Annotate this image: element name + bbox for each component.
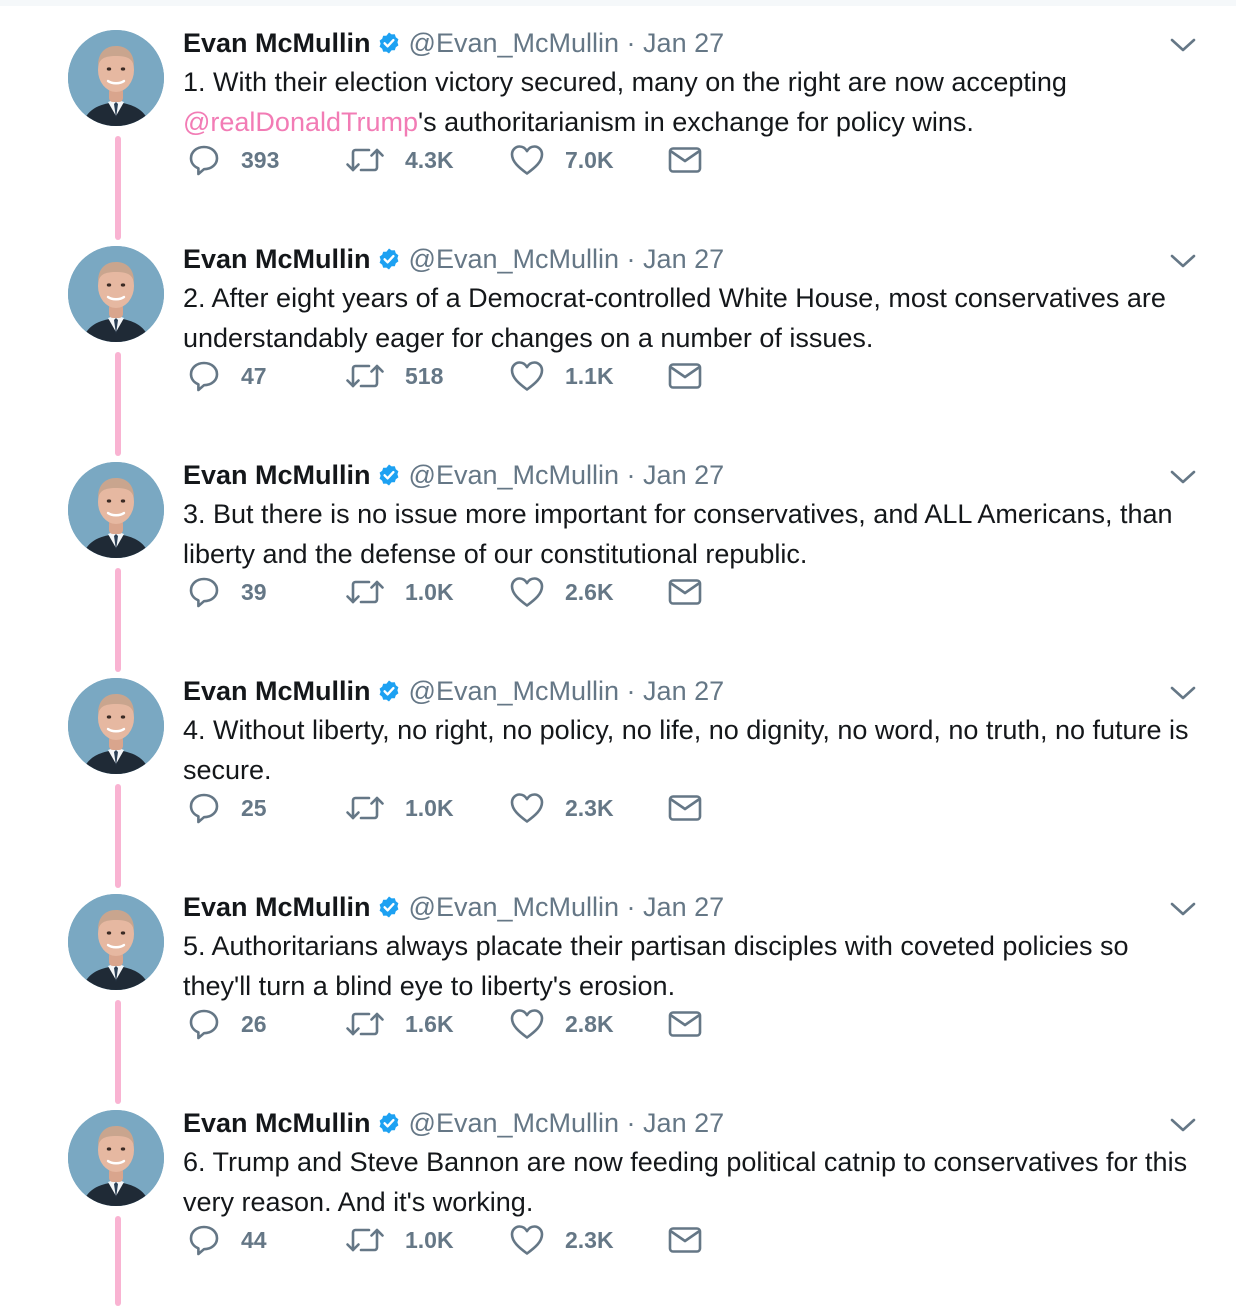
header-separator: ·	[626, 244, 636, 274]
tweet	[0, 864, 1236, 1080]
verified-badge-icon	[377, 245, 401, 279]
envelope-icon	[667, 793, 703, 823]
tweet-date[interactable]: Jan 27	[643, 1108, 725, 1138]
reply-button[interactable]	[187, 572, 267, 612]
avatar[interactable]	[68, 678, 164, 774]
tweet-date[interactable]: Jan 27	[643, 244, 725, 274]
reply-count: 393	[241, 146, 280, 173]
tweet-text-body: 6. Trump and Steve Bannon are now feeding political catnip to conservatives for this very reason. And it's working.	[183, 1147, 1188, 1217]
reply-icon	[187, 1223, 221, 1257]
tweet-date[interactable]: Jan 27	[643, 892, 725, 922]
author-name[interactable]: Evan McMullin	[183, 676, 371, 706]
avatar[interactable]	[68, 30, 164, 126]
reply-icon	[187, 143, 221, 177]
like-count: 2.8K	[565, 1010, 614, 1037]
direct-message-button[interactable]	[667, 356, 703, 396]
avatar[interactable]	[68, 462, 164, 558]
retweet-icon	[345, 1223, 385, 1257]
tweet-date[interactable]: Jan 27	[643, 28, 725, 58]
chevron-down-icon[interactable]	[1168, 34, 1198, 56]
author-handle[interactable]: @Evan_McMullin	[408, 1108, 620, 1138]
verified-badge-icon	[377, 29, 401, 63]
tweet-text	[183, 1142, 1193, 1222]
tweet-date[interactable]: Jan 27	[643, 460, 725, 490]
reply-count: 25	[241, 794, 267, 821]
retweet-button[interactable]	[345, 788, 454, 828]
header-separator: ·	[626, 1108, 636, 1138]
reply-button[interactable]	[187, 356, 267, 396]
like-count: 1.1K	[565, 362, 614, 389]
tweet-text-tail: 's authoritarianism in exchange for policy wins.	[418, 107, 974, 137]
author-name[interactable]: Evan McMullin	[183, 892, 371, 922]
tweet-text	[183, 278, 1193, 358]
retweet-count: 1.6K	[405, 1010, 454, 1037]
tweet	[0, 648, 1236, 864]
reply-button[interactable]	[187, 1004, 267, 1044]
envelope-icon	[667, 577, 703, 607]
header-separator: ·	[626, 28, 636, 58]
like-count: 7.0K	[565, 146, 614, 173]
retweet-icon	[345, 143, 385, 177]
tweet-header	[183, 890, 724, 924]
retweet-count: 518	[405, 362, 444, 389]
envelope-icon	[667, 1225, 703, 1255]
tweet-date[interactable]: Jan 27	[643, 676, 725, 706]
heart-icon	[509, 575, 545, 609]
tweet	[0, 216, 1236, 432]
tweet-header	[183, 458, 724, 492]
retweet-button[interactable]	[345, 140, 454, 180]
header-separator: ·	[626, 676, 636, 706]
avatar[interactable]	[68, 1110, 164, 1206]
chevron-down-icon[interactable]	[1168, 682, 1198, 704]
like-button[interactable]	[509, 1220, 614, 1260]
reply-icon	[187, 359, 221, 393]
reply-button[interactable]	[187, 788, 267, 828]
like-button[interactable]	[509, 1004, 614, 1044]
reply-count: 39	[241, 578, 267, 605]
author-name[interactable]: Evan McMullin	[183, 460, 371, 490]
reply-button[interactable]	[187, 1220, 267, 1260]
direct-message-button[interactable]	[667, 1004, 703, 1044]
envelope-icon	[667, 145, 703, 175]
tweet-actions	[183, 1004, 743, 1044]
retweet-count: 1.0K	[405, 578, 454, 605]
envelope-icon	[667, 1009, 703, 1039]
reply-icon	[187, 575, 221, 609]
retweet-button[interactable]	[345, 572, 454, 612]
author-handle[interactable]: @Evan_McMullin	[408, 460, 620, 490]
tweet-actions	[183, 572, 743, 612]
tweet-text-body: 3. But there is no issue more important for conservatives, and ALL Americans, than liberty and the defense of our constitutional republic.	[183, 499, 1173, 569]
tweet-header	[183, 1106, 724, 1140]
reply-icon	[187, 1007, 221, 1041]
heart-icon	[509, 791, 545, 825]
direct-message-button[interactable]	[667, 1220, 703, 1260]
verified-badge-icon	[377, 893, 401, 927]
tweet-text	[183, 494, 1193, 574]
like-count: 2.6K	[565, 578, 614, 605]
chevron-down-icon[interactable]	[1168, 466, 1198, 488]
envelope-icon	[667, 361, 703, 391]
tweet-text	[183, 926, 1193, 1006]
retweet-icon	[345, 575, 385, 609]
tweet	[0, 0, 1236, 216]
retweet-count: 1.0K	[405, 794, 454, 821]
retweet-count: 1.0K	[405, 1226, 454, 1253]
author-handle[interactable]: @Evan_McMullin	[408, 892, 620, 922]
tweet-text	[183, 710, 1193, 790]
tweet-text-body: 2. After eight years of a Democrat-controlled White House, most conservatives are understandably eager for changes on a number of issues.	[183, 283, 1166, 353]
reply-count: 47	[241, 362, 267, 389]
direct-message-button[interactable]	[667, 140, 703, 180]
tweet-text-body: 4. Without liberty, no right, no policy, no life, no dignity, no word, no truth, no future is secure.	[183, 715, 1189, 785]
like-button[interactable]	[509, 140, 614, 180]
tweet-text-body: 5. Authoritarians always placate their partisan disciples with coveted policies so they'll turn a blind eye to liberty's erosion.	[183, 931, 1129, 1001]
heart-icon	[509, 1007, 545, 1041]
tweet-header	[183, 26, 724, 60]
tweet	[0, 432, 1236, 648]
tweet-actions	[183, 356, 743, 396]
author-name[interactable]: Evan McMullin	[183, 1108, 371, 1138]
verified-badge-icon	[377, 1109, 401, 1143]
like-count: 2.3K	[565, 794, 614, 821]
header-separator: ·	[626, 460, 636, 490]
chevron-down-icon[interactable]	[1168, 1114, 1198, 1136]
author-name[interactable]: Evan McMullin	[183, 244, 371, 274]
mention-link[interactable]: @realDonaldTrump	[183, 107, 418, 137]
like-button[interactable]	[509, 788, 614, 828]
direct-message-button[interactable]	[667, 572, 703, 612]
direct-message-button[interactable]	[667, 788, 703, 828]
tweet-actions	[183, 140, 743, 180]
author-handle[interactable]: @Evan_McMullin	[408, 28, 620, 58]
retweet-button[interactable]	[345, 1004, 454, 1044]
author-handle[interactable]: @Evan_McMullin	[408, 244, 620, 274]
tweet-text	[183, 62, 1193, 142]
avatar[interactable]	[68, 246, 164, 342]
retweet-button[interactable]	[345, 1220, 454, 1260]
retweet-icon	[345, 1007, 385, 1041]
heart-icon	[509, 1223, 545, 1257]
tweet-actions	[183, 1220, 743, 1260]
header-separator: ·	[626, 892, 636, 922]
author-handle[interactable]: @Evan_McMullin	[408, 676, 620, 706]
tweet-header	[183, 674, 724, 708]
thread-connector-line	[115, 1216, 121, 1306]
retweet-icon	[345, 359, 385, 393]
like-count: 2.3K	[565, 1226, 614, 1253]
retweet-count: 4.3K	[405, 146, 454, 173]
reply-icon	[187, 791, 221, 825]
heart-icon	[509, 359, 545, 393]
retweet-button[interactable]	[345, 356, 443, 396]
like-button[interactable]	[509, 572, 614, 612]
verified-badge-icon	[377, 677, 401, 711]
reply-count: 44	[241, 1226, 267, 1253]
avatar[interactable]	[68, 894, 164, 990]
reply-count: 26	[241, 1010, 267, 1037]
tweet	[0, 1080, 1236, 1296]
verified-badge-icon	[377, 461, 401, 495]
like-button[interactable]	[509, 356, 614, 396]
retweet-icon	[345, 791, 385, 825]
tweet-header	[183, 242, 724, 276]
chevron-down-icon[interactable]	[1168, 898, 1198, 920]
heart-icon	[509, 143, 545, 177]
reply-button[interactable]	[187, 140, 279, 180]
author-name[interactable]: Evan McMullin	[183, 28, 371, 58]
tweet-text-body: 1. With their election victory secured, many on the right are now accepting	[183, 67, 1067, 97]
chevron-down-icon[interactable]	[1168, 250, 1198, 272]
tweet-actions	[183, 788, 743, 828]
